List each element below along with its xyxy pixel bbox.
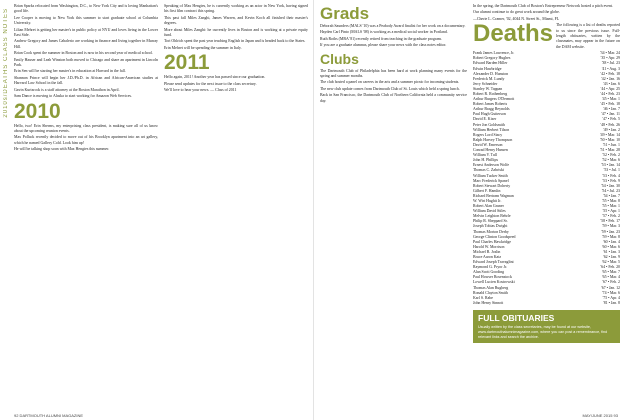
death-class-date: '49 • Mar. 14 — [599, 132, 620, 137]
death-class-date: '60 • Jan. 4 — [603, 239, 620, 244]
class-secretary-signature: —Cherie L. Cramer, '02, 4044 N. Street St., Miami, FL — [473, 16, 560, 21]
full-obituaries-title: FULL OBITUARIES — [478, 312, 555, 323]
death-name: William David Stiles — [473, 209, 506, 214]
death-class-date: '60 • Mar. 6 — [601, 244, 620, 249]
clubs-paragraph: The club hosted a panel on careers in the arts and a summer picnic for incoming students. — [320, 80, 460, 85]
death-class-date: '54 • Jan. 7 — [603, 193, 620, 198]
deaths-heading: Deaths — [473, 20, 554, 48]
death-class-date: '53 • Feb. 9 — [602, 178, 620, 183]
clubs-paragraph: Our alumni continue to do great work around the globe. — [473, 10, 560, 15]
death-class-date: '65 • Mar. 4 — [601, 275, 620, 280]
death-class-date: '65 • Mar. 7 — [601, 270, 620, 275]
deaths-intro: The following is a list of deaths reported to us since the previous issue. Full-length obituaries, written by the classmates, may appear in the future on the DAM website. — [556, 23, 620, 49]
death-class-date: '55 • Apr. 1 — [602, 209, 620, 214]
death-name: William Herbert Tilson — [473, 127, 510, 132]
death-name: Alan Scott Gooding — [473, 270, 505, 275]
note-paragraph: Hello again, 2011! Another year has passed since our graduation. — [164, 75, 266, 80]
death-class-date: '53 • Jan. 14 — [601, 163, 620, 168]
clubs-heading: Clubs — [320, 50, 359, 67]
right-column-2 — [473, 4, 620, 420]
death-class-date: '42 • Jan. 16 — [601, 76, 620, 81]
death-class-date: '75 • Apr. 4 — [602, 295, 620, 300]
death-class-date: '41 • Aug. 3 — [601, 66, 620, 71]
note-paragraph: Brian Cook spent the summer in Boston and is now in his second year of medical school. — [14, 51, 153, 56]
death-name: Edward Joseph Travaglini — [473, 260, 514, 265]
death-name: Ernest Anderson Wolfe — [473, 163, 510, 168]
full-obituaries-box — [473, 310, 620, 343]
death-name: Richard Bertram Wagman — [473, 193, 514, 198]
death-entry — [473, 301, 620, 306]
left-column-1 — [14, 4, 158, 420]
right-column-1 — [320, 4, 467, 420]
note-paragraph: Speaking of Max Hengies, he is currently working as an actor in New York, having signed his first film contract this spring. — [164, 4, 308, 14]
note-paragraph: Tori Ohlrich spent the past year teaching English in Japan and is headed back to the States. — [164, 39, 306, 44]
death-class-date: '48 • Feb. 26 — [600, 122, 620, 127]
clubs-paragraph: Back in San Francisco, the Dartmouth Club of Northern California held a community service day. — [320, 93, 467, 103]
clubs-paragraph: The Dartmouth Club of Philadelphia has been hard at work planning many events for the spring and summer months. — [320, 68, 467, 79]
death-class-date: '81 • Jan. 8 — [603, 300, 620, 305]
grads-paragraph: If you are a graduate alumnus, please share your news with the class notes editor. — [320, 43, 447, 48]
death-class-date: '45 • Feb. 18 — [600, 102, 620, 107]
death-name: Robert Gregory Hughes — [473, 56, 511, 61]
death-class-date: '58 • Feb. 17 — [600, 219, 620, 224]
death-class-date: '49 • Jan. 2 — [603, 127, 620, 132]
death-name: John Henry Sinnott — [473, 300, 504, 305]
death-class-date: '74 • Mar. 6 — [601, 290, 620, 295]
death-name: Robert R. Rothenberg — [473, 92, 508, 96]
death-class-date: '62 • Jan. 9 — [603, 255, 620, 259]
full-obituaries-text: Usually written by the class secretaries, may be found at our website, www.dartmouthalumnimagazine.com, where you can post a remembrance, find relevant links and search the archive. — [478, 324, 608, 339]
death-name: Philip R. Sheppard Sr. — [473, 219, 508, 224]
death-name: Jerry Schneider — [473, 81, 498, 86]
death-name: William Tucker Smith — [473, 173, 508, 178]
note-paragraph: Hello, two! Erin Sherms, my enterprising class president, is making sure all of us know about the upcoming reunion events. — [14, 123, 158, 133]
note-paragraph: Emily Hauser and Leah Winston both moved to Chicago and share an apartment in Lincoln Park. — [14, 57, 158, 68]
death-class-date: '64 • Feb. 20 — [600, 265, 620, 270]
death-name: Arthur Burgess O'Dermott — [473, 97, 515, 102]
death-name: David E. Kiser — [473, 117, 497, 122]
death-class-date: '53 • Feb. 4 — [602, 173, 620, 178]
death-name: William V. Tull — [473, 153, 498, 158]
death-name: Bruce Aaron Katz — [473, 255, 502, 259]
note-paragraph: Max Pollack recently decided to move out of his Brooklyn apartment into an art gallery, which he named Gallery Cold. Look him up! — [14, 135, 158, 145]
death-name: Karl S. Rabe — [473, 295, 493, 300]
note-paragraph: Gavin Kurtzrock is a staff attorney at the Boston Marathon in April. — [14, 87, 120, 92]
death-name: Robert James Roberts — [473, 102, 508, 107]
note-paragraph: We'll love to hear your news. — Class of 2011 — [164, 88, 237, 93]
left-column-2 — [164, 4, 308, 420]
death-name: W. Wirt Hughit Jr. — [473, 198, 502, 203]
death-name: David W. Emerson — [473, 142, 503, 147]
death-class-date: '47 • Jan. 11 — [601, 112, 620, 117]
grads-paragraph: Ruth Roths (MBA '81) recently retired from teaching in the graduate program. — [320, 36, 442, 41]
death-class-date: '52 • Feb. 2 — [602, 153, 620, 158]
death-class-date: '42 • Feb. 18 — [600, 71, 620, 76]
death-name: Thomas Morton Derby — [473, 229, 509, 234]
death-class-date: '67 • Jan. 12 — [601, 285, 620, 290]
clubs-paragraph: The new club update comes from Dartmouth Club of St. Louis which held a spring lunch. — [320, 86, 460, 91]
death-class-date: '61 • Jan. 3 — [603, 249, 620, 254]
class-year-heading-2010: 2010 — [14, 99, 61, 123]
death-class-date: '54 • Jul. 23 — [601, 188, 620, 193]
death-class-date: '51 • Jun. 1 — [602, 142, 620, 147]
death-name: Thomas Alan Rugberg — [473, 285, 509, 290]
death-name: Paul Hugh Gutterson — [473, 112, 506, 117]
death-class-date: '54 • Jan. 30 — [601, 183, 620, 188]
death-name: Peter Jon Goldsmith — [473, 122, 505, 127]
death-name: John H. Phillips — [473, 158, 498, 163]
note-paragraph: Shannon Prince will begin her J.D./Ph.D. in African and African-American studies at Harvard Law School in the fall. — [14, 75, 158, 86]
page-footer-right: MAY/JUNE 2015 93 — [582, 413, 618, 418]
death-class-date: '45 • Mar. 1 — [601, 97, 620, 102]
death-name: Raymond G. Pryor Jr. — [473, 265, 508, 270]
death-class-date: '59 • Jan. 23 — [601, 229, 620, 234]
death-class-date: '47 • Feb. 5 — [602, 117, 620, 122]
note-paragraph: Lee Cooper is moving to New York this summer to start graduate school at Columbia University. — [14, 15, 158, 26]
class-year-heading-2011: 2011 — [164, 51, 210, 75]
death-class-date: '67 • Feb. 2 — [602, 280, 620, 285]
death-name: Alexander D. Hunston — [473, 71, 509, 76]
death-class-date: '38 • Jul. 23 — [601, 61, 620, 66]
death-class-date: '57 • Feb. 2 — [602, 214, 620, 219]
death-class-date: '50 • Mar. 10 — [599, 137, 620, 142]
note-paragraph: Erin Mehret will be spending the summer in Italy. — [164, 45, 242, 50]
death-class-date: '59 • Mar. 3 — [601, 224, 620, 229]
right-page — [314, 0, 628, 420]
death-name: Robert Alan Gruner — [473, 204, 504, 209]
death-name: Arthur Bragg Reynolds — [473, 107, 510, 112]
deaths-list — [473, 51, 620, 306]
grads-heading: Grads — [320, 4, 370, 23]
grads-paragraph: Deborah Saunders (MALS '10) was a Peabody Award finalist for her work on a documentary. — [320, 24, 466, 28]
death-name: Edward Barden Hiller — [473, 61, 508, 66]
death-name: George Clinton Goodspeed — [473, 234, 516, 239]
death-name: Stanley W. Tappan — [473, 86, 503, 91]
death-name: Paul Charles Hawkridge — [473, 239, 512, 244]
death-class-date: '59 • Mar. 8 — [601, 234, 620, 239]
death-class-date: '52 • Mar. 6 — [601, 158, 620, 163]
note-paragraph: Please send updates for the next issue to the class secretary. — [164, 81, 257, 86]
death-name: Harold W. Morrison — [473, 244, 505, 249]
grads-paragraph: Hayden Carl Pinto (MALS '08) is working as a medical social worker in Portland. — [320, 30, 448, 35]
death-name: Thomas C. Zabriski — [473, 168, 505, 173]
note-paragraph: Andrew Gregory and James Cabalerio are working in finance and living together in Murray Hill. — [14, 39, 158, 49]
death-name: Joseph Tobias Dwight — [473, 224, 508, 229]
death-name: Melvin Leighton Behrle — [473, 214, 511, 219]
death-class-date: '44 • Apr. 25 — [600, 86, 620, 91]
death-name: Lowell Lucien Kostrowski — [473, 280, 515, 285]
death-class-date: '51 • Mar. 28 — [599, 148, 620, 153]
death-class-date: '55 • Mar. 8 — [601, 198, 620, 203]
death-class-date: '46 • Jan. 7 — [603, 107, 620, 112]
death-name: Frank James Lawrence, Jr. — [473, 51, 515, 56]
death-name: Marc Frederick Spanel — [473, 178, 509, 183]
death-class-date: '34 • Mar. 24 — [599, 51, 620, 56]
death-class-date: '35 • Apr. 29 — [600, 56, 620, 61]
note-paragraph: This past fall Miles Zanghi, James Warren, and Kevin Koch all finished their master's degrees. — [164, 15, 308, 26]
death-class-date: '55 • Mar. 1 — [601, 204, 620, 209]
note-paragraph: Lilian Mehret is getting her master's in public policy at NYU and loves living in the Lower East Side. — [14, 27, 158, 38]
clubs-paragraph: In the spring, the Dartmouth Club of Boston's Entrepreneur Network hosted a pitch event. — [473, 4, 613, 8]
death-class-date: '53 • Jul. 1 — [603, 168, 620, 173]
death-name: Rogers Lord Stacy — [473, 132, 503, 137]
death-name: Ralph Harvey Thompson — [473, 137, 513, 142]
note-paragraph: Brian Sparks relocated from Washington, D.C., to New York City and is loving Manhattan's good life. — [14, 4, 158, 14]
death-name: Robert Stewart Doherty — [473, 183, 511, 188]
death-class-date: '44 • Feb. 23 — [600, 92, 620, 96]
death-class-date: '62 • Mar. 5 — [601, 260, 620, 265]
death-name: Gilbert F. Hamlin — [473, 188, 501, 193]
note-paragraph: More about Miles Zanghi: he currently lives in Boston and is working at a private equity fund. — [164, 27, 308, 38]
death-name: Ronald Clayton Smith — [473, 290, 508, 295]
note-paragraph: He will be talking shop soon with Max Hengies this summer. — [14, 147, 110, 152]
page-footer-left: 92 DARTMOUTH ALUMNI MAGAZINE — [14, 413, 84, 418]
death-class-date: '43 • Jan. 6 — [603, 81, 620, 86]
death-name: Paul Howser Rosenstock — [473, 275, 512, 280]
death-name: Frederick M. Lundy — [473, 76, 505, 81]
section-side-tag: 2010s/DEATHS CLASS NOTES — [3, 8, 9, 118]
death-name: Edwin Hawbridge — [473, 66, 502, 71]
death-name: Conrad Henry Hansen — [473, 148, 508, 153]
note-paragraph: Erin Sen will be starting her master's in education at Harvard in the fall. — [14, 69, 126, 74]
death-name: Michael B. Joslin — [473, 249, 501, 254]
note-paragraph: Sam Dance is moving to Alaska to start working for Amazon Web Services. — [14, 94, 132, 99]
